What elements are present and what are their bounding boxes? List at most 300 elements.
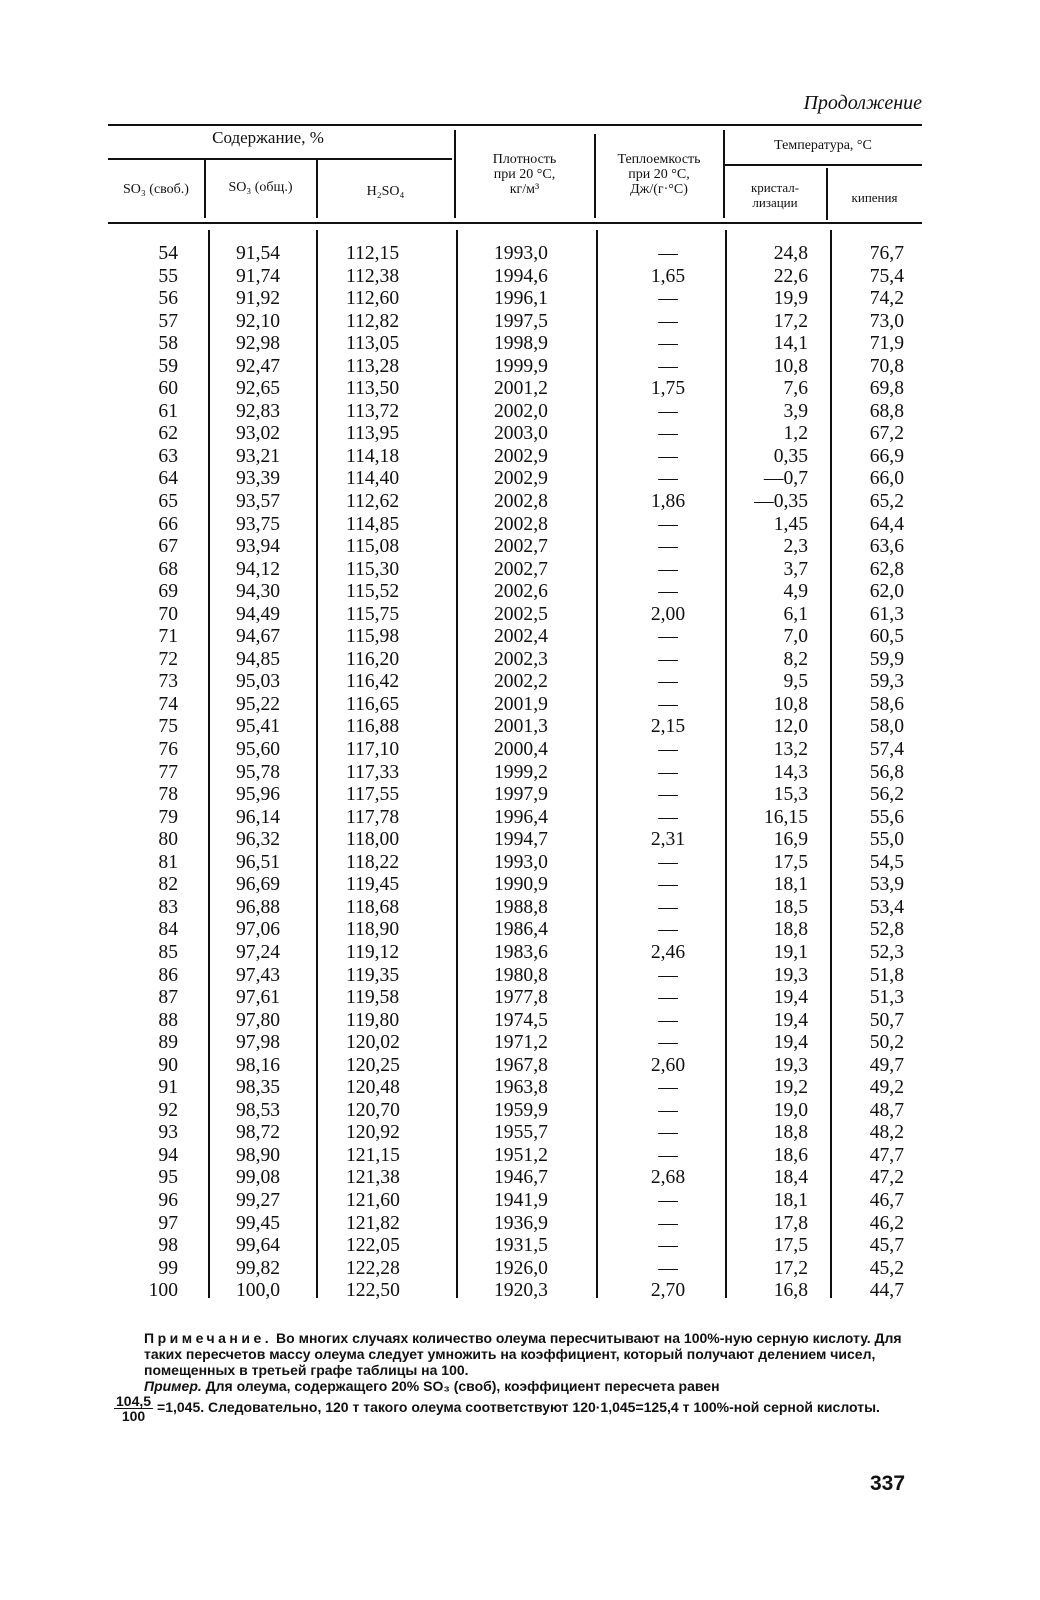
cell-boiling: 62,8 bbox=[869, 558, 904, 580]
cell-so3-free: 62 bbox=[158, 423, 178, 445]
cell-crystallization: 1,2 bbox=[783, 423, 808, 445]
cell-density: 2002,9 bbox=[494, 468, 548, 490]
cell-so3-total: 92,65 bbox=[236, 378, 281, 400]
cell-so3-free: 89 bbox=[158, 1032, 178, 1054]
cell-so3-total: 97,06 bbox=[236, 919, 281, 941]
cell-crystallization: 10,8 bbox=[773, 693, 808, 715]
cell-so3-total: 97,24 bbox=[236, 941, 281, 963]
cell-crystallization: 9,5 bbox=[783, 671, 808, 693]
column-density bbox=[494, 243, 564, 1303]
cell-density: 2002,5 bbox=[494, 603, 548, 625]
cell-crystallization: 3,9 bbox=[783, 400, 808, 422]
cell-h2so4: 117,33 bbox=[346, 761, 400, 783]
cell-so3-free: 77 bbox=[158, 761, 178, 783]
header-heat-capacity: Теплоемкость при 20 °C, Дж/(г·°C) bbox=[617, 152, 701, 197]
cell-h2so4: 113,28 bbox=[346, 355, 400, 377]
cell-heat-capacity: — bbox=[658, 445, 678, 467]
cell-so3-total: 95,60 bbox=[236, 739, 281, 761]
cell-crystallization: —0,7 bbox=[763, 468, 808, 490]
cell-crystallization: 22,6 bbox=[773, 265, 808, 287]
cell-boiling: 71,9 bbox=[869, 333, 904, 355]
cell-density: 1996,1 bbox=[494, 288, 548, 310]
cell-crystallization: 17,8 bbox=[773, 1212, 808, 1234]
example-text-2: =1,045. Следовательно, 120 т такого олеума соответствуют 120·1,045=125,4 т 100%-ной серной кислоты. bbox=[157, 1399, 880, 1416]
cell-so3-free: 63 bbox=[158, 445, 178, 467]
cell-boiling: 46,2 bbox=[869, 1212, 904, 1234]
cell-boiling: 66,0 bbox=[869, 468, 904, 490]
cell-h2so4: 121,15 bbox=[346, 1144, 400, 1166]
cell-so3-free: 75 bbox=[158, 716, 178, 738]
cell-h2so4: 122,05 bbox=[346, 1235, 400, 1257]
cell-heat-capacity: — bbox=[658, 1032, 678, 1054]
cell-so3-total: 98,90 bbox=[236, 1144, 281, 1166]
cell-heat-capacity: — bbox=[658, 648, 678, 670]
cell-heat-capacity: — bbox=[658, 288, 678, 310]
cell-so3-free: 74 bbox=[158, 693, 178, 715]
cell-h2so4: 119,45 bbox=[346, 874, 400, 896]
cell-density: 1999,2 bbox=[494, 761, 548, 783]
cell-h2so4: 114,40 bbox=[346, 468, 400, 490]
cell-heat-capacity: — bbox=[658, 874, 678, 896]
cell-h2so4: 115,30 bbox=[346, 558, 400, 580]
cell-crystallization: 19,3 bbox=[773, 1054, 808, 1076]
cell-heat-capacity: 1,75 bbox=[650, 378, 686, 400]
cell-boiling: 65,2 bbox=[869, 491, 904, 513]
header-h2so4: H₂SO₄ bbox=[366, 184, 405, 199]
cell-h2so4: 116,65 bbox=[346, 693, 400, 715]
cell-so3-free: 68 bbox=[158, 558, 178, 580]
cell-so3-free: 76 bbox=[158, 739, 178, 761]
cell-crystallization: 10,8 bbox=[773, 355, 808, 377]
cell-heat-capacity: — bbox=[658, 423, 678, 445]
cell-so3-total: 95,96 bbox=[236, 784, 281, 806]
cell-density: 2002,7 bbox=[494, 536, 548, 558]
cell-so3-total: 94,30 bbox=[236, 581, 281, 603]
cell-so3-total: 97,61 bbox=[236, 987, 281, 1009]
cell-heat-capacity: 1,65 bbox=[650, 265, 686, 287]
cell-h2so4: 115,08 bbox=[346, 536, 400, 558]
cell-h2so4: 116,42 bbox=[346, 671, 400, 693]
cell-crystallization: 15,3 bbox=[773, 784, 808, 806]
cell-heat-capacity: — bbox=[658, 671, 678, 693]
cell-boiling: 53,9 bbox=[869, 874, 904, 896]
cell-so3-total: 94,12 bbox=[236, 558, 281, 580]
cell-so3-total: 91,54 bbox=[236, 243, 281, 264]
cell-boiling: 48,7 bbox=[869, 1099, 904, 1121]
cell-crystallization: 7,0 bbox=[783, 626, 808, 648]
cell-h2so4: 122,28 bbox=[346, 1257, 400, 1279]
cell-density: 2002,7 bbox=[494, 558, 548, 580]
cell-so3-free: 98 bbox=[158, 1235, 178, 1257]
cell-density: 1977,8 bbox=[494, 987, 548, 1009]
cell-h2so4: 118,00 bbox=[346, 829, 400, 851]
cell-so3-total: 92,98 bbox=[236, 333, 281, 355]
cell-boiling: 45,7 bbox=[869, 1235, 904, 1257]
cell-boiling: 59,3 bbox=[869, 671, 904, 693]
cell-boiling: 56,2 bbox=[869, 784, 904, 806]
cell-boiling: 67,2 bbox=[869, 423, 904, 445]
cell-so3-total: 93,75 bbox=[236, 513, 281, 535]
cell-crystallization: 17,2 bbox=[773, 1257, 808, 1279]
cell-h2so4: 114,85 bbox=[346, 513, 400, 535]
example-text: Для олеума, содержащего 20% SO₃ (своб), коэффициент пересчета равен bbox=[201, 1378, 720, 1394]
cell-so3-total: 100,0 bbox=[236, 1280, 281, 1302]
cell-h2so4: 112,82 bbox=[346, 310, 400, 332]
cell-h2so4: 120,48 bbox=[346, 1077, 400, 1099]
cell-heat-capacity: — bbox=[658, 784, 678, 806]
cell-so3-free: 56 bbox=[158, 288, 178, 310]
cell-h2so4: 120,92 bbox=[346, 1122, 400, 1144]
cell-heat-capacity: 2,31 bbox=[650, 829, 686, 851]
cell-heat-capacity: — bbox=[658, 851, 678, 873]
cell-density: 2002,3 bbox=[494, 648, 548, 670]
cell-h2so4: 119,12 bbox=[346, 941, 400, 963]
cell-h2so4: 120,02 bbox=[346, 1032, 400, 1054]
cell-boiling: 56,8 bbox=[869, 761, 904, 783]
cell-boiling: 50,2 bbox=[869, 1032, 904, 1054]
cell-density: 2002,8 bbox=[494, 513, 548, 535]
cell-density: 1994,6 bbox=[494, 265, 548, 287]
cell-heat-capacity: 2,00 bbox=[650, 603, 686, 625]
cell-heat-capacity: 2,15 bbox=[650, 716, 686, 738]
cell-so3-total: 93,02 bbox=[236, 423, 281, 445]
cell-so3-free: 82 bbox=[158, 874, 178, 896]
cell-crystallization: 18,5 bbox=[773, 896, 808, 918]
cell-density: 1936,9 bbox=[494, 1212, 548, 1234]
cell-so3-total: 98,35 bbox=[236, 1077, 281, 1099]
example-label: Пример. bbox=[144, 1378, 202, 1394]
cell-heat-capacity: — bbox=[658, 1099, 678, 1121]
cell-so3-free: 79 bbox=[158, 806, 178, 828]
cell-crystallization: 4,9 bbox=[783, 581, 808, 603]
cell-h2so4: 121,38 bbox=[346, 1167, 400, 1189]
cell-crystallization: 2,3 bbox=[783, 536, 808, 558]
cell-heat-capacity: — bbox=[658, 1009, 678, 1031]
header-boiling: кипения bbox=[851, 190, 898, 205]
cell-heat-capacity: — bbox=[658, 558, 678, 580]
header-temperature: Температура, °C bbox=[774, 138, 872, 153]
cell-density: 1993,0 bbox=[494, 851, 548, 873]
cell-so3-free: 86 bbox=[158, 964, 178, 986]
cell-h2so4: 115,52 bbox=[346, 581, 400, 603]
cell-density: 1959,9 bbox=[494, 1099, 548, 1121]
cell-so3-free: 66 bbox=[158, 513, 178, 535]
cell-crystallization: 19,2 bbox=[773, 1077, 808, 1099]
cell-so3-total: 93,39 bbox=[236, 468, 281, 490]
cell-so3-total: 98,53 bbox=[236, 1099, 281, 1121]
cell-heat-capacity: — bbox=[658, 355, 678, 377]
cell-crystallization: 18,1 bbox=[773, 1189, 808, 1211]
cell-h2so4: 112,38 bbox=[346, 265, 400, 287]
cell-so3-total: 92,47 bbox=[236, 355, 281, 377]
cell-density: 1993,0 bbox=[494, 243, 548, 264]
cell-so3-total: 97,80 bbox=[236, 1009, 281, 1031]
cell-crystallization: 19,4 bbox=[773, 987, 808, 1009]
cell-heat-capacity: — bbox=[658, 400, 678, 422]
column-heat-capacity bbox=[628, 243, 708, 1303]
cell-so3-total: 96,14 bbox=[236, 806, 281, 828]
cell-so3-free: 80 bbox=[158, 829, 178, 851]
cell-boiling: 48,2 bbox=[869, 1122, 904, 1144]
cell-density: 1974,5 bbox=[494, 1009, 548, 1031]
cell-so3-total: 95,41 bbox=[236, 716, 281, 738]
cell-so3-free: 57 bbox=[158, 310, 178, 332]
cell-so3-free: 93 bbox=[158, 1122, 178, 1144]
cell-density: 2001,2 bbox=[494, 378, 548, 400]
cell-heat-capacity: — bbox=[658, 536, 678, 558]
cell-h2so4: 119,35 bbox=[346, 964, 400, 986]
cell-boiling: 70,8 bbox=[869, 355, 904, 377]
cell-boiling: 73,0 bbox=[869, 310, 904, 332]
cell-density: 2002,2 bbox=[494, 671, 548, 693]
cell-so3-free: 87 bbox=[158, 987, 178, 1009]
cell-boiling: 45,2 bbox=[869, 1257, 904, 1279]
cell-so3-free: 84 bbox=[158, 919, 178, 941]
header-crystallization: кристал- лизации bbox=[750, 180, 800, 210]
cell-so3-free: 83 bbox=[158, 896, 178, 918]
cell-heat-capacity: — bbox=[658, 513, 678, 535]
cell-so3-total: 99,64 bbox=[236, 1235, 281, 1257]
cell-h2so4: 118,68 bbox=[346, 896, 400, 918]
cell-so3-total: 94,49 bbox=[236, 603, 281, 625]
cell-so3-free: 54 bbox=[158, 243, 178, 264]
cell-density: 2002,8 bbox=[494, 491, 548, 513]
cell-density: 1986,4 bbox=[494, 919, 548, 941]
cell-h2so4: 112,62 bbox=[346, 491, 400, 513]
cell-heat-capacity: 2,60 bbox=[650, 1054, 686, 1076]
cell-h2so4: 120,70 bbox=[346, 1099, 400, 1121]
cell-heat-capacity: — bbox=[658, 468, 678, 490]
cell-so3-free: 61 bbox=[158, 400, 178, 422]
cell-boiling: 50,7 bbox=[869, 1009, 904, 1031]
cell-h2so4: 113,95 bbox=[346, 423, 400, 445]
footnote bbox=[114, 1330, 920, 1423]
cell-crystallization: 1,45 bbox=[773, 513, 808, 535]
cell-density: 1971,2 bbox=[494, 1032, 548, 1054]
cell-heat-capacity: — bbox=[658, 243, 678, 264]
cell-so3-total: 94,85 bbox=[236, 648, 281, 670]
cell-heat-capacity: — bbox=[658, 1189, 678, 1211]
cell-so3-total: 99,82 bbox=[236, 1257, 281, 1279]
cell-so3-total: 91,92 bbox=[236, 288, 281, 310]
cell-heat-capacity: 2,70 bbox=[650, 1280, 686, 1302]
cell-heat-capacity: — bbox=[658, 626, 678, 648]
cell-so3-free: 99 bbox=[158, 1257, 178, 1279]
cell-boiling: 57,4 bbox=[869, 739, 904, 761]
header-content: Содержание, % bbox=[212, 128, 324, 147]
cell-h2so4: 112,60 bbox=[346, 288, 400, 310]
cell-so3-total: 97,43 bbox=[236, 964, 281, 986]
cell-boiling: 52,8 bbox=[869, 919, 904, 941]
cell-boiling: 75,4 bbox=[869, 265, 904, 287]
cell-h2so4: 119,58 bbox=[346, 987, 400, 1009]
cell-boiling: 49,2 bbox=[869, 1077, 904, 1099]
cell-boiling: 53,4 bbox=[869, 896, 904, 918]
cell-density: 1963,8 bbox=[494, 1077, 548, 1099]
cell-h2so4: 116,20 bbox=[346, 648, 400, 670]
cell-heat-capacity: — bbox=[658, 1212, 678, 1234]
cell-density: 1990,9 bbox=[494, 874, 548, 896]
cell-so3-total: 93,57 bbox=[236, 491, 281, 513]
cell-heat-capacity: — bbox=[658, 333, 678, 355]
cell-density: 1997,5 bbox=[494, 310, 548, 332]
cell-density: 1994,7 bbox=[494, 829, 548, 851]
cell-boiling: 49,7 bbox=[869, 1054, 904, 1076]
cell-so3-free: 69 bbox=[158, 581, 178, 603]
cell-density: 1983,6 bbox=[494, 941, 548, 963]
note-text: Во многих случаях количество олеума пересчитывают на 100%-ную серную кислоту. Для таких пересчетов массу олеума следует умножить на коэффициент, который получают делением чисел, помещенных в третьей графе таблицы на 100. bbox=[144, 1330, 902, 1378]
cell-crystallization: 19,4 bbox=[773, 1032, 808, 1054]
cell-boiling: 74,2 bbox=[869, 288, 904, 310]
cell-density: 1946,7 bbox=[494, 1167, 548, 1189]
cell-so3-total: 95,03 bbox=[236, 671, 281, 693]
cell-h2so4: 118,90 bbox=[346, 919, 400, 941]
cell-boiling: 63,6 bbox=[869, 536, 904, 558]
cell-h2so4: 117,10 bbox=[346, 739, 400, 761]
column-crystallization bbox=[738, 243, 808, 1303]
cell-heat-capacity: — bbox=[658, 896, 678, 918]
cell-so3-total: 96,32 bbox=[236, 829, 281, 851]
cell-h2so4: 119,80 bbox=[346, 1009, 400, 1031]
cell-h2so4: 114,18 bbox=[346, 445, 400, 467]
cell-boiling: 66,9 bbox=[869, 445, 904, 467]
cell-crystallization: 7,6 bbox=[783, 378, 808, 400]
header-so3-total: SO₃ (общ.) bbox=[228, 180, 293, 195]
cell-so3-total: 92,10 bbox=[236, 310, 281, 332]
header-so3-free: SO₃ (своб.) bbox=[123, 182, 189, 197]
cell-so3-free: 97 bbox=[158, 1212, 178, 1234]
cell-crystallization: 14,1 bbox=[773, 333, 808, 355]
cell-crystallization: 19,9 bbox=[773, 288, 808, 310]
cell-heat-capacity: — bbox=[658, 987, 678, 1009]
cell-boiling: 61,3 bbox=[869, 603, 904, 625]
cell-heat-capacity: — bbox=[658, 761, 678, 783]
cell-h2so4: 121,60 bbox=[346, 1189, 400, 1211]
cell-boiling: 59,9 bbox=[869, 648, 904, 670]
cell-h2so4: 113,05 bbox=[346, 333, 400, 355]
page-number: 337 bbox=[870, 1472, 906, 1495]
cell-so3-free: 55 bbox=[158, 265, 178, 287]
cell-boiling: 51,3 bbox=[869, 987, 904, 1009]
cell-boiling: 60,5 bbox=[869, 626, 904, 648]
cell-boiling: 68,8 bbox=[869, 400, 904, 422]
column-so3-total bbox=[236, 243, 296, 1303]
cell-boiling: 52,3 bbox=[869, 941, 904, 963]
cell-h2so4: 120,25 bbox=[346, 1054, 400, 1076]
cell-boiling: 58,6 bbox=[869, 693, 904, 715]
data-table bbox=[108, 230, 922, 1310]
cell-crystallization: 24,8 bbox=[773, 243, 808, 264]
cell-boiling: 58,0 bbox=[869, 716, 904, 738]
cell-heat-capacity: — bbox=[658, 1077, 678, 1099]
cell-h2so4: 112,15 bbox=[346, 243, 400, 264]
cell-crystallization: 16,8 bbox=[773, 1280, 808, 1302]
cell-so3-free: 85 bbox=[158, 941, 178, 963]
cell-h2so4: 113,50 bbox=[346, 378, 400, 400]
cell-crystallization: 6,1 bbox=[783, 603, 808, 625]
cell-so3-free: 96 bbox=[158, 1189, 178, 1211]
cell-so3-free: 95 bbox=[158, 1167, 178, 1189]
cell-density: 1999,9 bbox=[494, 355, 548, 377]
cell-boiling: 46,7 bbox=[869, 1189, 904, 1211]
cell-h2so4: 117,55 bbox=[346, 784, 400, 806]
cell-so3-total: 97,98 bbox=[236, 1032, 281, 1054]
cell-so3-free: 59 bbox=[158, 355, 178, 377]
cell-so3-free: 60 bbox=[158, 378, 178, 400]
cell-so3-total: 93,94 bbox=[236, 536, 281, 558]
cell-so3-free: 72 bbox=[158, 648, 178, 670]
cell-density: 1997,9 bbox=[494, 784, 548, 806]
cell-so3-free: 91 bbox=[158, 1077, 178, 1099]
cell-heat-capacity: — bbox=[658, 1235, 678, 1257]
cell-crystallization: 12,0 bbox=[773, 716, 808, 738]
cell-so3-total: 98,16 bbox=[236, 1054, 281, 1076]
cell-so3-free: 88 bbox=[158, 1009, 178, 1031]
cell-heat-capacity: — bbox=[658, 1257, 678, 1279]
column-h2so4 bbox=[346, 243, 418, 1303]
cell-boiling: 55,6 bbox=[869, 806, 904, 828]
cell-heat-capacity: — bbox=[658, 739, 678, 761]
header-density: Плотность при 20 °C, кг/м³ bbox=[492, 152, 557, 197]
cell-so3-total: 99,45 bbox=[236, 1212, 281, 1234]
cell-boiling: 47,2 bbox=[869, 1167, 904, 1189]
column-boiling bbox=[848, 243, 904, 1303]
cell-density: 2003,0 bbox=[494, 423, 548, 445]
cell-so3-total: 93,21 bbox=[236, 445, 281, 467]
cell-density: 2002,0 bbox=[494, 400, 548, 422]
cell-crystallization: —0,35 bbox=[754, 491, 808, 513]
cell-density: 2002,4 bbox=[494, 626, 548, 648]
note-label: Примечание. bbox=[144, 1330, 273, 1346]
cell-crystallization: 17,5 bbox=[773, 851, 808, 873]
continuation-label: Продолжение bbox=[803, 92, 922, 114]
cell-so3-total: 98,72 bbox=[236, 1122, 281, 1144]
cell-so3-free: 58 bbox=[158, 333, 178, 355]
cell-crystallization: 19,3 bbox=[773, 964, 808, 986]
cell-h2so4: 115,98 bbox=[346, 626, 400, 648]
column-so3-free bbox=[122, 243, 178, 1303]
cell-crystallization: 19,0 bbox=[773, 1099, 808, 1121]
cell-boiling: 44,7 bbox=[869, 1280, 904, 1302]
cell-crystallization: 18,4 bbox=[773, 1167, 808, 1189]
cell-so3-total: 99,27 bbox=[236, 1189, 281, 1211]
cell-so3-total: 92,83 bbox=[236, 400, 281, 422]
cell-crystallization: 19,1 bbox=[773, 941, 808, 963]
cell-boiling: 54,5 bbox=[869, 851, 904, 873]
cell-h2so4: 113,72 bbox=[346, 400, 400, 422]
cell-crystallization: 19,4 bbox=[773, 1009, 808, 1031]
cell-so3-free: 78 bbox=[158, 784, 178, 806]
cell-heat-capacity: — bbox=[658, 581, 678, 603]
cell-boiling: 76,7 bbox=[869, 243, 904, 264]
cell-so3-total: 91,74 bbox=[236, 265, 281, 287]
cell-so3-free: 65 bbox=[158, 491, 178, 513]
cell-heat-capacity: — bbox=[658, 1122, 678, 1144]
cell-so3-free: 100 bbox=[148, 1280, 178, 1302]
cell-crystallization: 13,2 bbox=[773, 739, 808, 761]
cell-density: 2002,6 bbox=[494, 581, 548, 603]
cell-crystallization: 18,8 bbox=[773, 1122, 808, 1144]
cell-boiling: 47,7 bbox=[869, 1144, 904, 1166]
cell-boiling: 69,8 bbox=[869, 378, 904, 400]
cell-h2so4: 121,82 bbox=[346, 1212, 400, 1234]
cell-boiling: 64,4 bbox=[869, 513, 904, 535]
cell-so3-free: 71 bbox=[158, 626, 178, 648]
cell-density: 1951,2 bbox=[494, 1144, 548, 1166]
cell-so3-total: 99,08 bbox=[236, 1167, 281, 1189]
cell-h2so4: 117,78 bbox=[346, 806, 400, 828]
cell-density: 1931,5 bbox=[494, 1235, 548, 1257]
